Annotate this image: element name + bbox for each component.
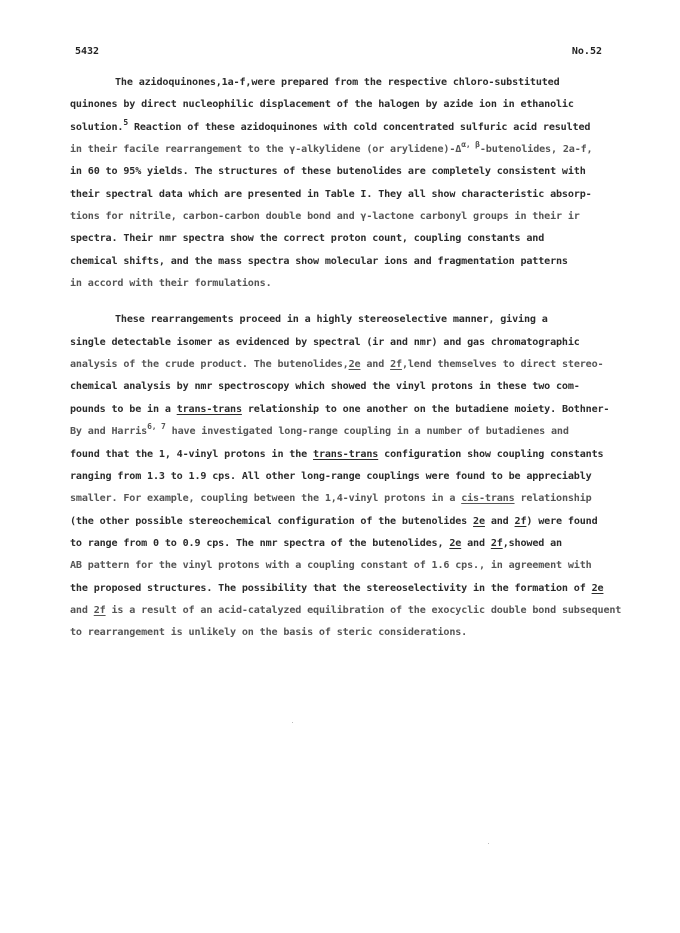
text-fragment: relationship — [514, 493, 592, 505]
text-line: chemical analysis by nmr spectroscopy which showed the vinyl protons in these two com- — [70, 381, 580, 393]
text-fragment: and — [461, 537, 491, 549]
text-line: The azidoquinones,1a-f,were prepared from the respective chloro-substituted — [115, 77, 560, 88]
footnote-ref: 6, 7 — [147, 422, 166, 432]
text-line: quinones by direct nucleophilic displacement of the halogen by azide ion in ethanolic — [70, 99, 574, 111]
text-line: spectra. Their nmr spectra show the correct proton count, coupling constants and — [70, 233, 545, 245]
text-line — [70, 354, 615, 376]
text-fragment: -butenolides, 2a-f, — [479, 144, 593, 156]
text-line: in accord with their formulations. — [70, 278, 272, 290]
compound-ref-2e: 2e — [473, 515, 485, 527]
text-line: These rearrangements proceed in a highly stereoselective manner, giving a — [115, 314, 548, 326]
text-fragment: smaller. For example, coupling between the 1,4-vinyl protons in a — [70, 493, 462, 505]
greek-superscript: α, β — [461, 140, 480, 150]
text-fragment: relationship to one another on the butadiene moiety. Bothner- — [241, 403, 610, 415]
compound-ref-2f: 2f — [514, 515, 527, 527]
text-fragment: to range from 0 to 0.9 cps. The nmr spectra of the butenolides, — [70, 537, 450, 549]
text-fragment: and — [70, 604, 94, 616]
paragraph-1 — [70, 72, 615, 295]
text-fragment: analysis of the crude product. The butenolides, — [70, 359, 349, 371]
compound-ref-2e: 2e — [449, 537, 462, 549]
text-line — [70, 511, 615, 533]
body-text — [70, 72, 622, 645]
text-line: their spectral data which are presented in Table I. They all show characteristic absorp- — [70, 188, 592, 200]
text-fragment: ,lend themselves to direct stereo- — [401, 359, 604, 371]
text-line — [70, 600, 622, 622]
trans-trans-term: trans-trans — [313, 448, 379, 460]
compound-ref-2e: 2e — [591, 582, 604, 594]
text-line — [70, 117, 615, 139]
text-line: single detectable isomer as evidenced by spectral (ir and nmr) and gas chromatographic — [70, 336, 580, 348]
text-line: ranging from 1.3 to 1.9 cps. All other long-range couplings were found to be appreciably — [70, 470, 592, 482]
text-line — [70, 488, 615, 510]
text-line: chemical shifts, and the mass spectra show molecular ions and fragmentation patterns — [70, 255, 568, 267]
page-number: 5432 — [75, 46, 100, 57]
text-fragment: solution. — [70, 121, 124, 133]
compound-ref-2f: 2f — [93, 604, 106, 616]
paragraph-2 — [70, 309, 622, 644]
trans-trans-term: trans-trans — [176, 403, 242, 415]
text-line: to rearrangement is unlikely on the basis of steric considerations. — [70, 627, 468, 639]
text-fragment: have investigated long-range coupling in a number of butadienes and — [165, 426, 569, 438]
text-line — [70, 139, 615, 161]
text-line — [70, 578, 615, 600]
scan-speck — [292, 722, 293, 723]
text-fragment: is a result of an acid-catalyzed equilibration of the exocyclic double bond subsequent — [105, 604, 622, 616]
compound-ref-2f: 2f — [390, 359, 402, 371]
text-line — [70, 533, 615, 555]
text-fragment: Reaction of these azidoquinones with cold concentrated sulfuric acid resulted — [128, 121, 591, 133]
text-fragment: ,showed an — [502, 537, 562, 549]
text-line: AB pattern for the vinyl protons with a coupling constant of 1.6 cps., in agreement with — [70, 560, 592, 572]
footnote-ref: 5 — [123, 117, 129, 127]
text-fragment: configuration show coupling constants — [378, 448, 604, 460]
text-fragment: (the other possible stereochemical configuration of the butenolides — [70, 515, 474, 527]
text-fragment: ) were found — [526, 515, 598, 527]
issue-number: No.52 — [571, 46, 602, 57]
text-fragment: and — [484, 515, 515, 527]
text-line: tions for nitrile, carbon-carbon double bond and γ-lactone carbonyl groups in their ir — [70, 211, 580, 223]
text-line — [70, 399, 615, 421]
text-line: in 60 to 95% yields. The structures of these butenolides are completely consistent with — [70, 166, 586, 178]
cis-trans-term: cis-trans — [461, 493, 515, 505]
compound-ref-2f: 2f — [490, 537, 503, 549]
text-fragment: and — [360, 359, 391, 371]
compound-ref-2e: 2e — [348, 359, 361, 371]
text-fragment: found that the 1, 4-vinyl protons in the — [70, 448, 314, 460]
text-line — [70, 421, 615, 443]
text-fragment: in their facile rearrangement to the γ-alkylidene (or arylidene)-Δ — [70, 144, 462, 156]
text-fragment: pounds to be in a — [70, 403, 177, 415]
text-fragment: the proposed structures. The possibility that the stereoselectivity in the formation of — [70, 582, 592, 594]
text-line — [70, 444, 615, 466]
text-fragment: By and Harris — [70, 426, 148, 438]
scan-speck — [488, 843, 489, 844]
